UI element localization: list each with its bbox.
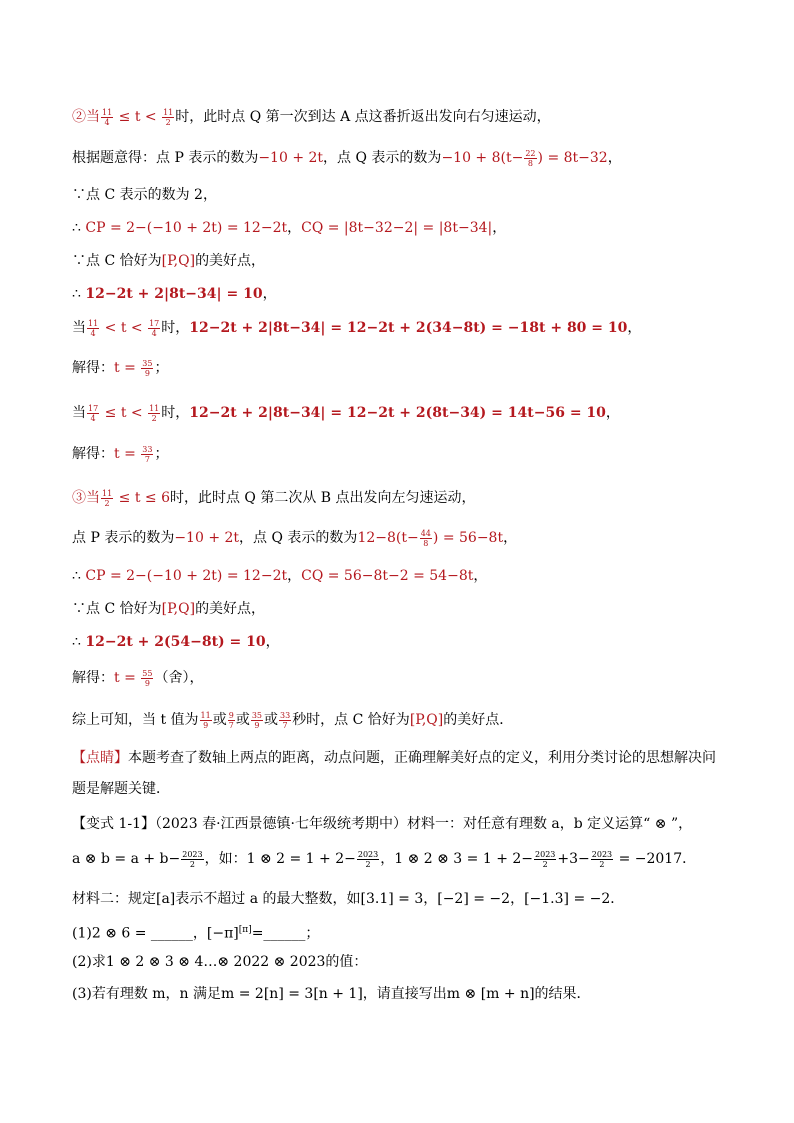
fraction-denominator: 2 bbox=[151, 413, 157, 423]
text-run: (3)若有理数 m，n 满足m = 2[n] = 3[n + 1]，请直接写出m ⊗ [m + n]的结果． bbox=[72, 986, 591, 1002]
fraction-denominator: 7 bbox=[282, 720, 288, 730]
fraction-numerator: 17 bbox=[149, 318, 160, 328]
text-run: ，点 Q 表示的数为 bbox=[239, 530, 358, 546]
text-run: （舍）， bbox=[154, 670, 204, 686]
fraction-numerator: 35 bbox=[142, 358, 153, 368]
text-run: ≤ t < bbox=[114, 109, 162, 125]
text-run: (1)2 ⊗ 6 = ______，[−π] bbox=[72, 925, 239, 942]
text-run: ， bbox=[262, 286, 277, 302]
text-run: ，点 Q 表示的数为 bbox=[323, 150, 442, 166]
text-line-l3 bbox=[72, 185, 217, 205]
text-line-l12 bbox=[72, 528, 517, 548]
fraction-numerator: 44 bbox=[420, 528, 431, 538]
text-run: ； bbox=[154, 360, 169, 376]
fraction-numerator: 33 bbox=[142, 444, 153, 454]
text-line-l19 bbox=[72, 779, 170, 799]
text-run: −10 + 2t bbox=[174, 530, 240, 546]
text-run: ≤ t < bbox=[100, 405, 148, 421]
fraction-denominator: 9 bbox=[254, 720, 260, 730]
text-run: ，如：1 ⊗ 2 = 1 + 2− bbox=[204, 851, 356, 867]
text-run: 的美好点， bbox=[195, 253, 266, 269]
fraction bbox=[148, 319, 160, 338]
text-run: −10 + 2t bbox=[258, 150, 324, 166]
fraction-denominator: 8 bbox=[423, 538, 429, 548]
fraction-denominator: 7 bbox=[228, 720, 234, 730]
text-run: 12−2t + 2|8t−34| = 12−2t + 2(34−8t) = −18t + 80 = 10 bbox=[189, 320, 628, 336]
text-run: ∵点 C 表示的数为 2， bbox=[72, 187, 217, 203]
text-line-l22 bbox=[72, 889, 624, 909]
fraction-denominator: 2 bbox=[599, 859, 605, 869]
text-line-l5 bbox=[72, 251, 265, 271]
text-run: CQ = 56−8t−2 = 54−8t bbox=[301, 568, 474, 584]
text-line-l23 bbox=[72, 920, 319, 944]
text-line-l2 bbox=[72, 148, 622, 168]
fraction-numerator: 11 bbox=[163, 107, 174, 117]
fraction-denominator: 4 bbox=[104, 117, 110, 127]
text-line-l17 bbox=[72, 710, 513, 730]
text-run: 材料二：规定[a]表示不超过 a 的最大整数，如[3.1] = 3，[−2] = −2，[−1.3] = −2． bbox=[72, 891, 625, 907]
fraction-denominator: 9 bbox=[144, 368, 150, 378]
text-run: ∵点 C 恰好为 bbox=[72, 601, 162, 617]
fraction-numerator: 17 bbox=[88, 403, 99, 413]
fraction-numerator: 2023 bbox=[535, 849, 556, 859]
text-line-l13 bbox=[72, 566, 487, 586]
text-run: 或 bbox=[235, 712, 250, 728]
text-run: 【变式 1-1】（2023 春·江西景德镇·七年级统考期中）材料一：对任意有理数 a，b 定义运算“ ⊗ ”， bbox=[72, 816, 693, 832]
text-line-l8 bbox=[72, 358, 168, 378]
superscript: [π] bbox=[238, 925, 252, 935]
text-run: 解得： bbox=[72, 360, 114, 376]
text-run: ； bbox=[154, 446, 169, 462]
text-run: 秒时，点 C 恰好为 bbox=[292, 712, 410, 728]
text-run: ， bbox=[607, 150, 622, 166]
text-line-l9 bbox=[72, 403, 620, 423]
fraction-denominator: 9 bbox=[203, 720, 209, 730]
text-run: 当 bbox=[72, 320, 86, 336]
text-line-l21 bbox=[72, 849, 696, 869]
text-line-l18 bbox=[72, 748, 716, 768]
fraction bbox=[591, 850, 613, 869]
fraction-numerator: 9 bbox=[228, 710, 234, 720]
fraction bbox=[87, 404, 99, 423]
fraction-denominator: 7 bbox=[144, 454, 150, 464]
text-run: ， bbox=[627, 320, 642, 336]
text-run: 时， bbox=[161, 405, 190, 421]
text-run: ， bbox=[473, 568, 488, 584]
text-run: ，1 ⊗ 2 ⊗ 3 = 1 + 2− bbox=[380, 851, 534, 867]
text-run: ∴ bbox=[72, 634, 86, 650]
fraction-denominator: 8 bbox=[527, 158, 533, 168]
fraction bbox=[141, 359, 153, 378]
text-run: ∴ bbox=[72, 286, 86, 302]
fraction-numerator: 2023 bbox=[591, 849, 613, 859]
text-run: CP = 2−(−10 + 2t) = 12−2t bbox=[85, 220, 288, 236]
fraction bbox=[200, 711, 212, 730]
text-run: < t < bbox=[100, 320, 148, 336]
fraction-numerator: 33 bbox=[280, 710, 291, 720]
text-run: ≤ t ≤ 6 bbox=[114, 490, 170, 506]
text-run: [P,Q] bbox=[409, 712, 444, 728]
text-run: 【点睛】 bbox=[72, 750, 128, 766]
fraction bbox=[534, 850, 556, 869]
text-run: ， bbox=[287, 568, 302, 584]
fraction-numerator: 11 bbox=[149, 403, 160, 413]
text-line-l25 bbox=[72, 984, 591, 1004]
text-run: 时， bbox=[161, 320, 190, 336]
text-run: 或 bbox=[212, 712, 227, 728]
fraction-denominator: 4 bbox=[90, 328, 96, 338]
text-run: ②当 bbox=[72, 109, 100, 125]
text-line-l6 bbox=[72, 284, 277, 304]
fraction-numerator: 11 bbox=[88, 318, 99, 328]
fraction-numerator: 11 bbox=[102, 107, 113, 117]
fraction-denominator: 9 bbox=[144, 678, 150, 688]
fraction-numerator: 35 bbox=[251, 710, 262, 720]
fraction bbox=[181, 850, 203, 869]
text-run: 的美好点， bbox=[195, 601, 266, 617]
text-run: ， bbox=[503, 530, 518, 546]
text-run: t = bbox=[114, 360, 141, 376]
text-run: = −2017． bbox=[614, 851, 697, 867]
text-run: +3− bbox=[557, 851, 590, 867]
fraction bbox=[251, 711, 263, 730]
text-run: 或 bbox=[264, 712, 278, 728]
fraction bbox=[357, 850, 379, 869]
text-run: [P,Q] bbox=[161, 601, 196, 617]
fraction-denominator: 4 bbox=[151, 328, 157, 338]
fraction bbox=[141, 669, 153, 688]
text-run: ∴ bbox=[72, 568, 86, 584]
text-line-l1 bbox=[72, 107, 551, 127]
fraction-numerator: 11 bbox=[200, 710, 211, 720]
text-run: t = bbox=[114, 446, 141, 462]
text-line-l20 bbox=[72, 814, 692, 834]
text-run: 本题考查了数轴上两点的距离，动点问题，正确理解美好点的定义，利用分类讨论的思想解决问 bbox=[128, 750, 716, 766]
text-run: 当 bbox=[72, 405, 86, 421]
text-line-l11 bbox=[72, 488, 476, 508]
text-run: 时，此时点 Q 第一次到达 A 点这番折返出发向右匀速运动， bbox=[175, 109, 551, 125]
text-run: CQ = |8t−32−2| = |8t−34| bbox=[301, 220, 493, 236]
text-run: t = bbox=[114, 670, 141, 686]
text-run: ， bbox=[605, 405, 620, 421]
fraction bbox=[228, 711, 235, 730]
fraction-denominator: 4 bbox=[90, 413, 96, 423]
fraction bbox=[87, 319, 99, 338]
text-run: ∴ bbox=[72, 220, 86, 236]
text-run: 12−8(t− bbox=[357, 530, 419, 546]
text-run: (2)求1 ⊗ 2 ⊗ 3 ⊗ 4…⊗ 2022 ⊗ 2023的值： bbox=[72, 954, 368, 970]
text-line-l14 bbox=[72, 599, 265, 619]
fraction-denominator: 2 bbox=[542, 859, 548, 869]
text-run: 根据题意得：点 P 表示的数为 bbox=[72, 150, 259, 166]
fraction bbox=[420, 529, 432, 548]
text-run: a ⊗ b = a + b− bbox=[72, 851, 181, 867]
text-run: 12−2t + 2|8t−34| = 10 bbox=[85, 286, 263, 302]
text-run: 题是解题关键． bbox=[72, 781, 170, 797]
text-line-l15 bbox=[72, 632, 280, 652]
text-line-l7 bbox=[72, 318, 641, 338]
fraction bbox=[101, 489, 113, 508]
text-run: =______； bbox=[251, 925, 320, 942]
fraction-denominator: 2 bbox=[165, 117, 171, 127]
fraction bbox=[162, 108, 174, 127]
text-run: 点 P 表示的数为 bbox=[72, 530, 175, 546]
text-run: ③当 bbox=[72, 490, 100, 506]
fraction bbox=[141, 445, 153, 464]
text-run: ∵点 C 恰好为 bbox=[72, 253, 162, 269]
text-run: 解得： bbox=[72, 670, 114, 686]
text-line-l4 bbox=[72, 218, 506, 238]
text-run: 12−2t + 2|8t−34| = 12−2t + 2(8t−34) = 14t−56 = 10 bbox=[189, 405, 606, 421]
fraction bbox=[279, 711, 291, 730]
fraction-numerator: 2023 bbox=[357, 849, 379, 859]
fraction bbox=[524, 149, 536, 168]
fraction bbox=[148, 404, 160, 423]
fraction-numerator: 55 bbox=[142, 668, 153, 678]
fraction-numerator: 11 bbox=[102, 488, 113, 498]
fraction bbox=[101, 108, 113, 127]
fraction-numerator: 22 bbox=[525, 148, 536, 158]
fraction-denominator: 2 bbox=[189, 859, 195, 869]
text-line-l24 bbox=[72, 952, 367, 972]
text-run: ) = 8t−32 bbox=[537, 150, 608, 166]
text-run: ) = 56−8t bbox=[432, 530, 504, 546]
text-run: 时，此时点 Q 第二次从 B 点出发向左匀速运动， bbox=[169, 490, 476, 506]
fraction-denominator: 2 bbox=[104, 498, 110, 508]
text-run: 12−2t + 2(54−8t) = 10 bbox=[85, 634, 266, 650]
text-run: [P,Q] bbox=[161, 253, 196, 269]
text-line-l10 bbox=[72, 444, 168, 464]
text-run: 综上可知，当 t 值为 bbox=[72, 712, 199, 728]
text-line-l16 bbox=[72, 668, 203, 688]
text-run: 的美好点． bbox=[443, 712, 514, 728]
text-run: ， bbox=[265, 634, 280, 650]
text-run: ， bbox=[492, 220, 507, 236]
text-run: CP = 2−(−10 + 2t) = 12−2t bbox=[85, 568, 288, 584]
fraction-denominator: 2 bbox=[365, 859, 371, 869]
text-run: 解得： bbox=[72, 446, 114, 462]
fraction-numerator: 2023 bbox=[182, 849, 203, 859]
text-run: ， bbox=[287, 220, 302, 236]
text-run: −10 + 8(t− bbox=[441, 150, 524, 166]
